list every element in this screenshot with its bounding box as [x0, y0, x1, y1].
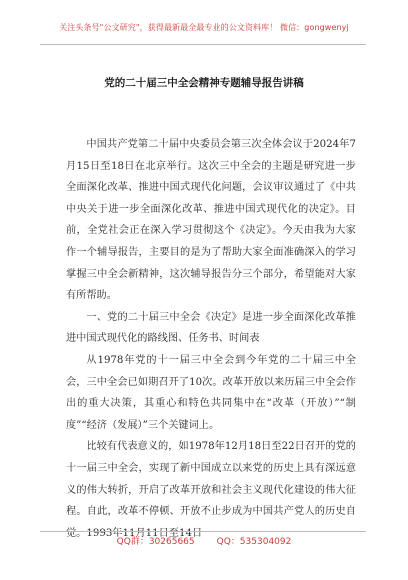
header-banner: 关注头条号"公文研究"，获得最新最全最专业的公文资料库！ 微信：gongwenyj [59, 23, 349, 32]
paragraph: 一、党的二十届三中全会《决定》是进一步全面深化改革推进中国式现代化的路线图、任务书、时间表 [66, 311, 356, 345]
footer-divider [40, 531, 366, 532]
header-divider [40, 44, 366, 45]
paragraph: 比较有代表意义的，如1978年12月18日至22日召开的党的十一届三中全会，实现了新中国成立以来党的历史上具有深远意义的伟大转折，开启了改革开放和社会主义现代化建设的伟大征程。自此，改革不停顿、开放不止步成为中国共产党人的历史自觉。1993年11月11日至14日 [66, 441, 356, 539]
footer [0, 534, 408, 547]
paragraph: 中国共产党第二十届中央委员会第三次全体会议于2024年7月15日至18日在北京举行。这次三中全会的主题是研究进一步全面深化改革、推进中国式现代化问题，会议审议通过了《中共中央关于进一步全面深化改革、推进中国式现代化的决定》。目前，全党社会正在深入学习贯彻这个《决定》。今天由我为大家作一个辅导报告，主要目的是为了帮助大家全面准确深入的学习掌握三中全会新精神，这次辅导报告分三个部分，希望能对大家有所帮助。 [66, 139, 356, 302]
document-body [66, 134, 356, 544]
paragraph: 从1978年党的十一届三中全会到今年党的二十届三中全会，三中全会已如期召开了10次。改革开放以来历届三中全会作出的重大决策，其重心和特色共同集中在“改革（开放）”“制度”“经济（发展）”三个关键词上。 [66, 354, 356, 431]
footer-qq-group: QQ群：30265665 [116, 537, 195, 547]
document-title: 党的二十届三中全会精神专题辅导报告讲稿 [104, 77, 304, 89]
footer-qq: QQ：535304092 [216, 537, 292, 547]
